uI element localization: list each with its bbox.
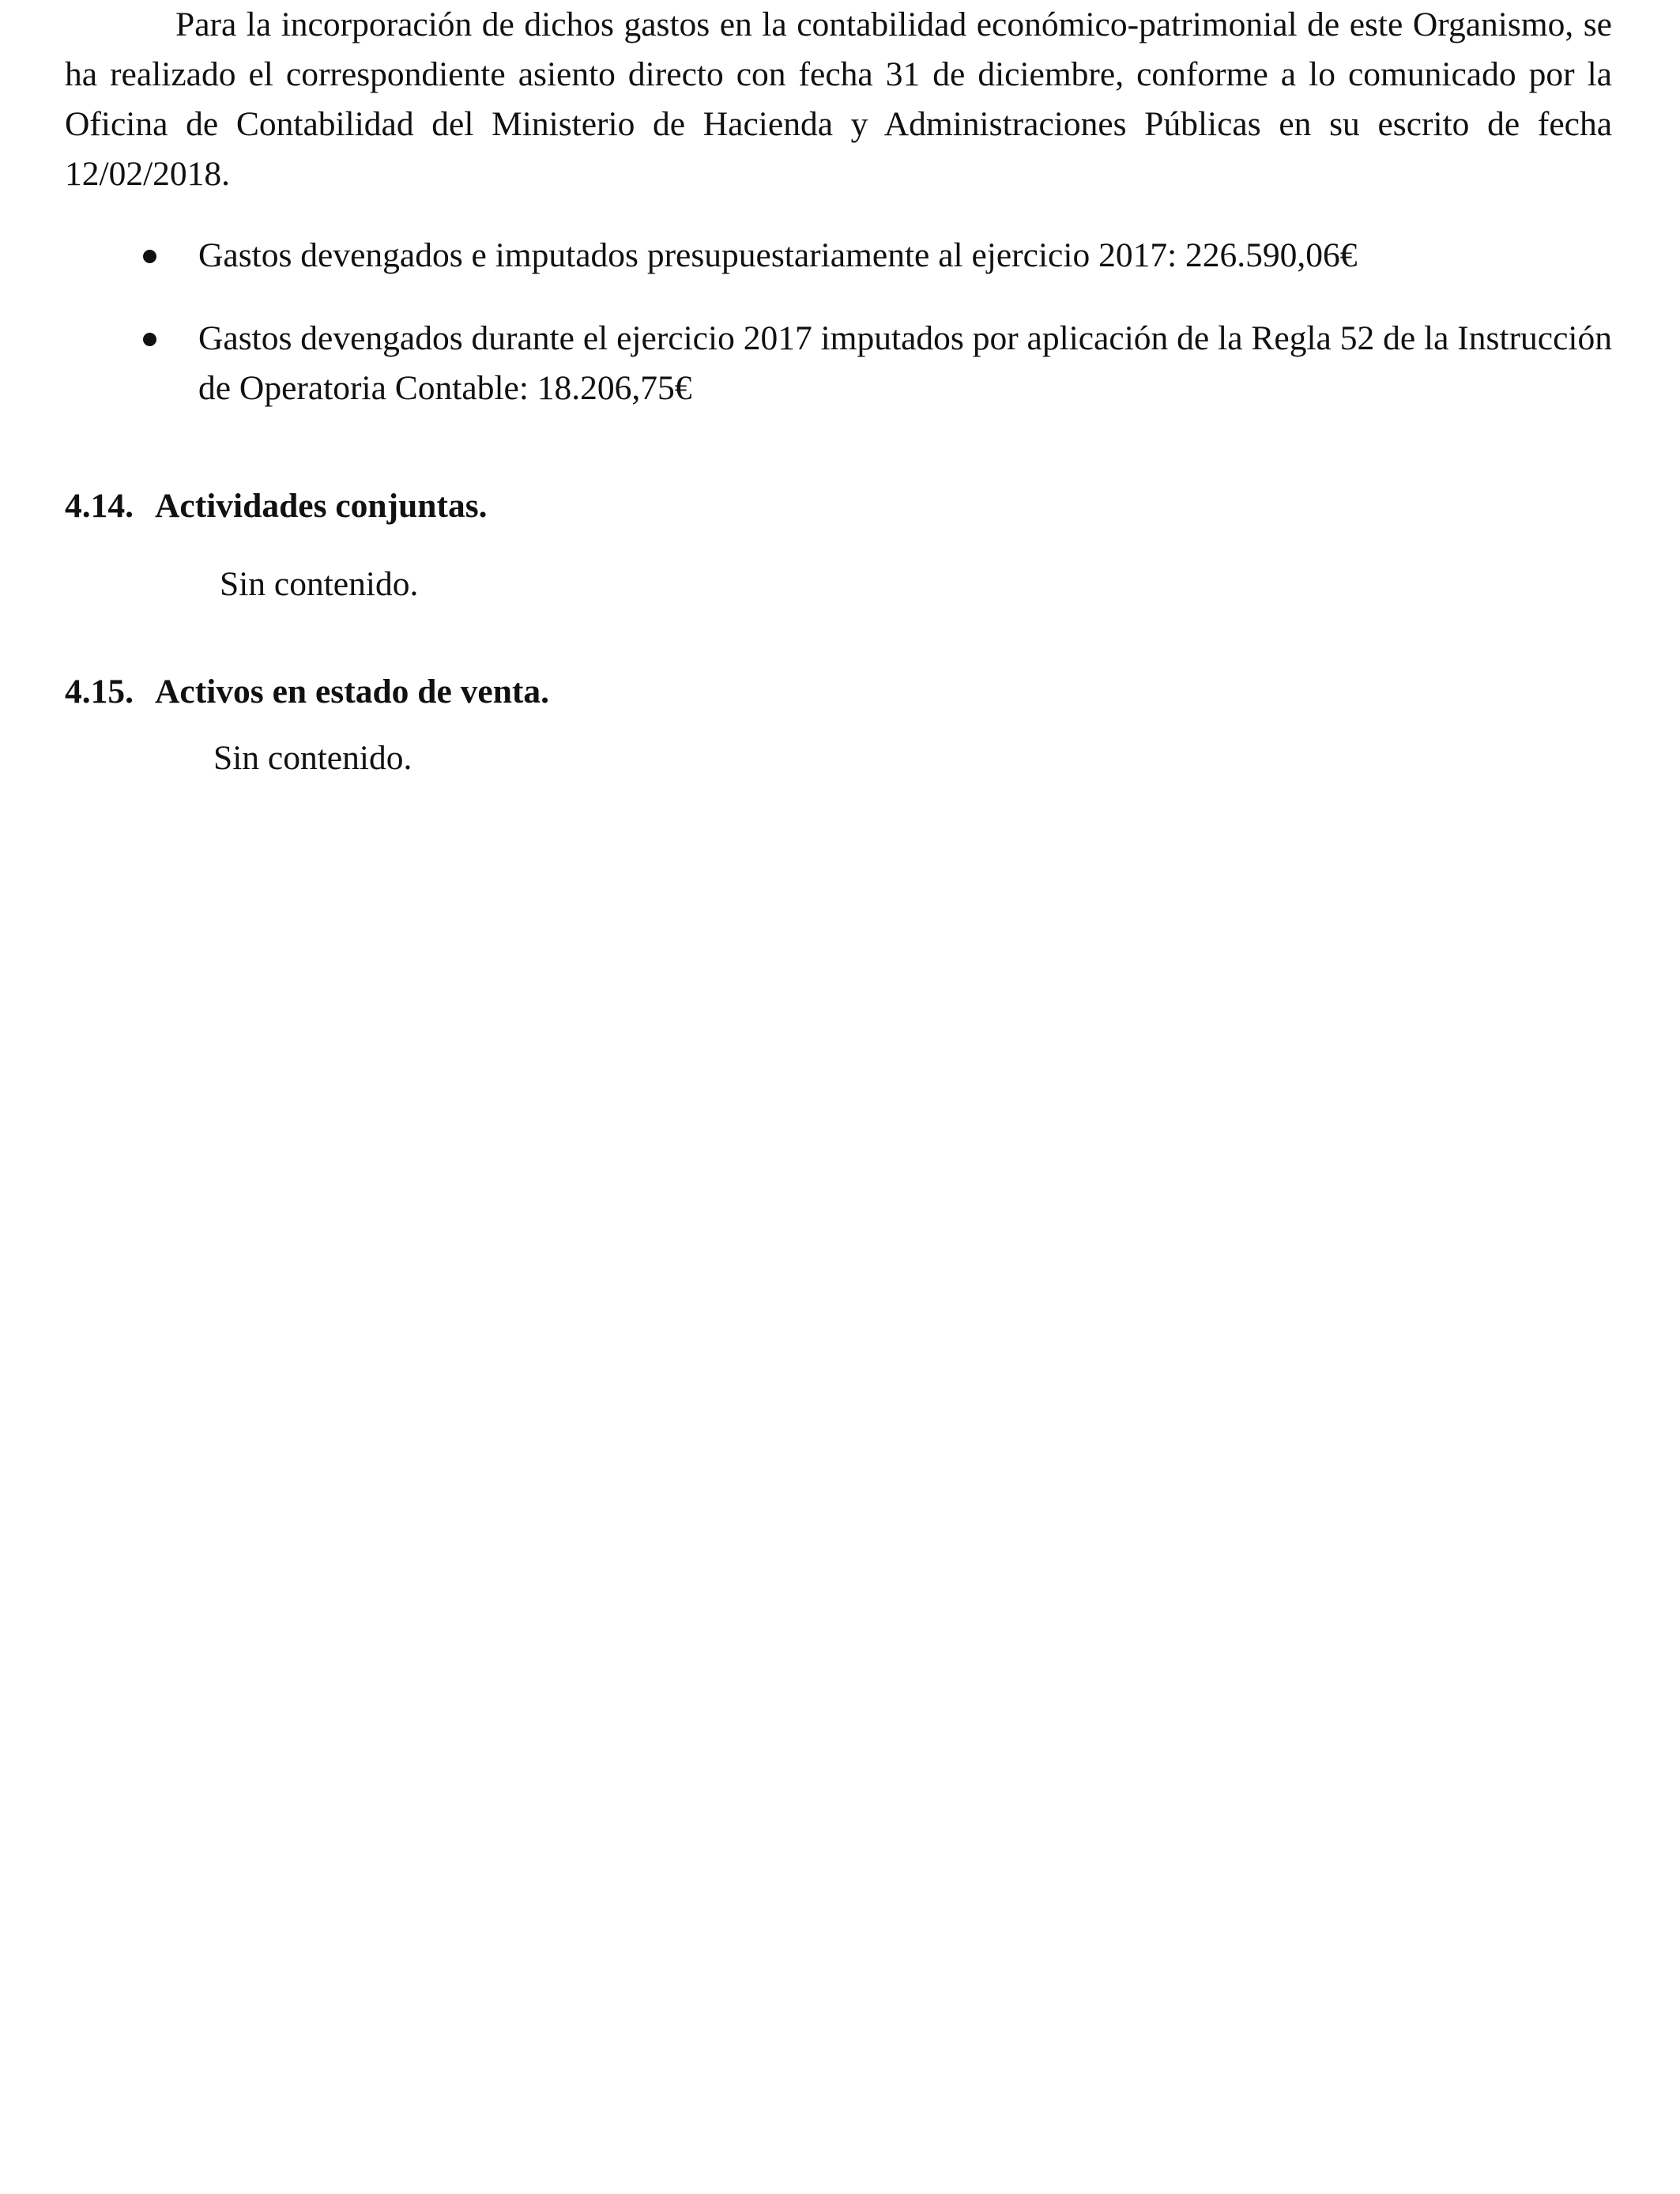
bullet-dot-icon [143, 333, 156, 346]
bullet-item-text: Gastos devengados e imputados presupuestariamente al ejercicio 2017: 226.590,06€ [198, 236, 1358, 274]
section-content: Sin contenido. [220, 565, 419, 603]
bullet-dot-icon [143, 250, 156, 263]
bullet-item-text: Gastos devengados durante el ejercicio 2017 imputados por aplicación de la Regla 52 de la Instrucción de Operatoria Contable: 18.206,75€ [198, 319, 1612, 407]
section-number: 4.14. [65, 487, 134, 525]
section-content: Sin contenido. [213, 739, 412, 777]
section-heading [65, 667, 549, 717]
section-number: 4.15. [65, 673, 134, 711]
section-title: Activos en estado de venta. [155, 673, 549, 711]
section-title: Actividades conjuntas. [155, 487, 488, 525]
section-heading [65, 481, 488, 531]
intro-paragraph: Para la incorporación de dichos gastos en la contabilidad económico-patrimonial de este Organismo, se ha realizado el correspondiente asiento directo con fecha 31 de diciembre, conforme a lo comunicado por la Oficina de Contabilidad del Ministerio de Hacienda y Administraciones Públicas en su escrito de fecha 12/02/2018. [65, 6, 1612, 193]
